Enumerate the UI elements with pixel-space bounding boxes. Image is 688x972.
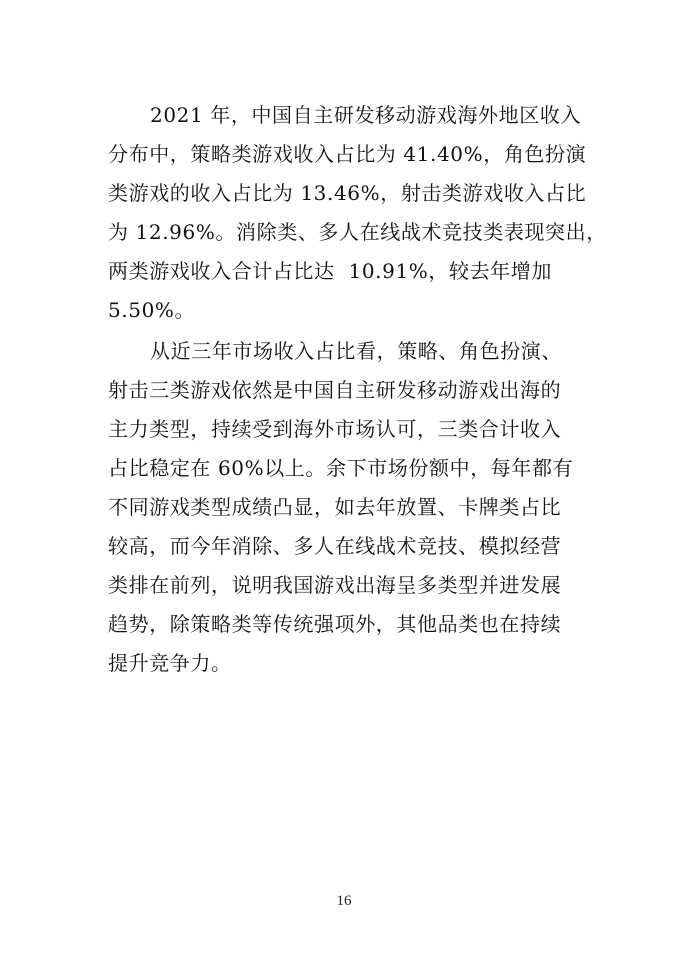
paragraph-line: 2021 年，中国自主研发移动游戏海外地区收入 xyxy=(150,103,582,127)
page-number: 16 xyxy=(336,893,352,909)
paragraph-line: 占比稳定在 60%以上。余下市场份额中，每年都有 xyxy=(108,456,574,480)
paragraph-line: 趋势，除策略类等传统强项外，其他品类也在持续 xyxy=(108,612,562,636)
paragraph-line: 从近三年市场收入占比看，策略、角色扮演、 xyxy=(150,339,562,363)
paragraph-line: 分布中，策略类游戏收入占比为 41.40%，角色扮演 xyxy=(108,142,587,166)
paragraph-line: 射击三类游戏依然是中国自主研发移动游戏出海的 xyxy=(108,378,562,402)
paragraph-line: 类游戏的收入占比为 13.46%，射击类游戏收入占比 xyxy=(108,181,587,205)
paragraph-line: 5.50%。 xyxy=(108,298,196,322)
paragraph-line: 主力类型，持续受到海外市场认可，三类合计收入 xyxy=(108,417,562,441)
paragraph-line: 提升竞争力。 xyxy=(108,651,232,675)
paragraph-line: 不同游戏类型成绩凸显，如去年放置、卡牌类占比 xyxy=(108,495,562,519)
paragraph-line: 较高，而今年消除、多人在线战术竞技、模拟经营 xyxy=(108,534,562,558)
paragraph-line: 类排在前列，说明我国游戏出海呈多类型并进发展 xyxy=(108,573,562,597)
paragraph-line: 两类游戏收入合计占比达 10.91%，较去年增加 xyxy=(108,259,552,283)
paragraph-line: 为 12.96%。消除类、多人在线战术竞技类表现突出， xyxy=(108,220,607,244)
